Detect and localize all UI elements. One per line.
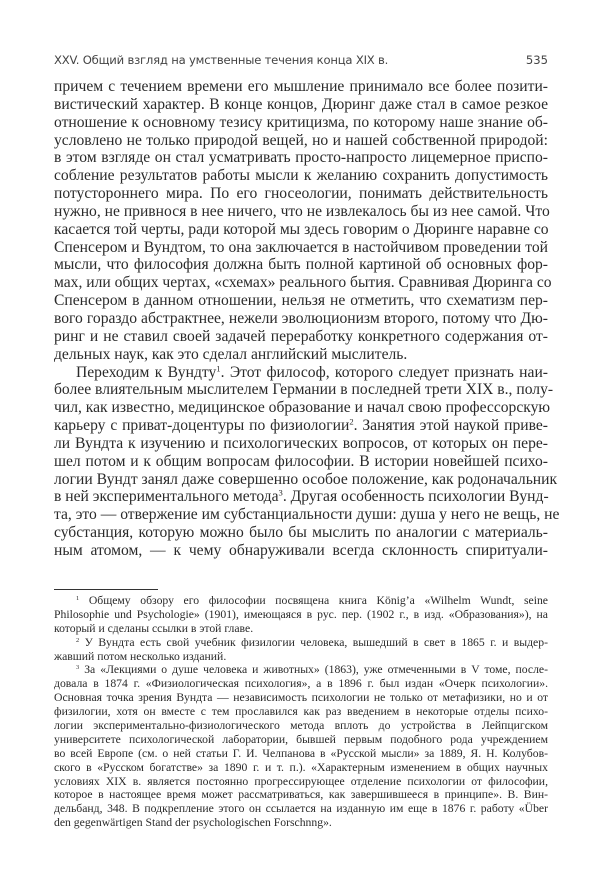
text-segment: в ней экспериментального метода — [54, 488, 279, 506]
footnote-line — [54, 816, 548, 830]
text-segment: чил, как известно, медицинское образование и начал свою профессорскую — [54, 399, 551, 417]
text-segment: ского в «Русском богатстве» за 1890 г. и т. п.). «Характерным изменением в общих научных — [54, 760, 548, 774]
text-line — [54, 399, 551, 417]
text-segment: карьеру с приват-доцентуры по физиологии — [54, 417, 350, 435]
footnote-line — [54, 705, 548, 719]
page-number: 535 — [525, 53, 548, 67]
text-segment: в этом взгляде он стал усматривать просто-напросто лицемерное приспо- — [54, 149, 548, 167]
text-segment: собление результатов работы мысли к желанию сохранить допустимость — [54, 167, 548, 185]
text-segment: Общему обзору его философии посвящена книга König’a «Wilhelm Wundt, seine — [79, 594, 548, 607]
text-segment: жавший потом несколько изданий. — [54, 649, 227, 663]
text-segment: физилогии, хотя он вместе с тем прославился как раз введением в некоторые отделы психо- — [54, 705, 548, 719]
footnote-ref: 1 — [216, 362, 221, 373]
footnote-line — [54, 691, 548, 705]
footnote-ref: 1 — [76, 594, 80, 602]
text-segment: касается той черты, ради которой мы здесь говорим о Дюринге наравне со — [54, 220, 549, 238]
footnote-line — [54, 747, 548, 761]
footnote-line — [54, 636, 548, 650]
text-line — [54, 132, 548, 150]
text-segment: отношение к основному тезису критицизма, по которому наше знание об- — [54, 113, 548, 131]
text-segment: мах, или общих чертах, «схемах» реального бытия. Сравнивая Дюринга со — [54, 274, 552, 292]
text-segment: вого гораздо абстрактнее, нежели эволюционизм второго, потому что Дю- — [54, 309, 548, 327]
text-segment: Спенсером и Вундтом, то она заключается в настойчивом проведении той — [54, 238, 548, 256]
text-segment: условлено не только природой вещей, но и нашей собственной природой: — [54, 131, 548, 149]
text-segment: У Вундта есть свой учебник физилогии человека, вышедший в свет в 1865 г. и выдер- — [79, 635, 548, 649]
text-line — [54, 149, 548, 167]
text-segment: довала в 1874 г. «Физиологическая психология», а в 1896 г. был издан «Очерк психологии». — [54, 677, 548, 691]
text-segment: . Занятия этой наукой приве- — [353, 417, 548, 435]
text-line — [54, 78, 548, 96]
text-line — [54, 381, 554, 399]
footnote-ref: 2 — [349, 416, 354, 427]
text-segment: нужно, не привнося в нее ничего, что не извлекалось бы из нее самой. Что — [54, 202, 550, 220]
text-line — [54, 114, 548, 132]
text-segment: . Этот философ, которого следует признать наи- — [220, 363, 548, 381]
running-title: XXV. Общий взгляд на умственные течения конца XIX в. — [54, 53, 389, 67]
text-segment: шел потом и к общим вопросам философии. В истории новейшей психо- — [54, 452, 548, 470]
footnote-line — [54, 622, 548, 636]
text-line — [54, 274, 552, 292]
footnote-ref: 2 — [76, 636, 80, 644]
text-segment: дельбанд, 348. В подкрепление этого он ссылается на изданную им еще в 1876 г. работу «Über — [54, 802, 548, 816]
text-segment: во всей Европе (см. о ней статьи Г. И. Челпанова в «Русской мысли» за 1889, Я. Н. Колубов- — [54, 746, 548, 760]
text-segment: потустороннего мира. По его гносеологии, понимать действительность — [54, 185, 548, 203]
footnote-line — [54, 677, 548, 691]
text-segment: ли Вундта к изучению и психологических вопросов, от которых он пере- — [54, 434, 548, 452]
text-line — [54, 167, 548, 185]
text-line — [54, 524, 548, 542]
text-line — [54, 488, 548, 506]
text-line — [54, 506, 560, 524]
text-segment: причем с течением времени его мышление принимало все более позити- — [54, 78, 548, 95]
footnote-line — [54, 650, 548, 664]
text-segment: мысли, что философия должна быть полной картиной об основных фор- — [54, 256, 548, 274]
text-segment: которое в настоящее время может рассматриваться, как завершившееся в принципе». В. Вин- — [54, 788, 548, 802]
text-segment: Philosophie und Psychologie» (1901), имеющаяся в рус. пер. (1902 г., в изд. «Образования»), на — [54, 607, 548, 621]
text-segment: условиях XIX в. является постоянно прогрессирующее отделение психологии от философии, — [54, 774, 548, 788]
main-text — [54, 78, 560, 560]
text-line — [54, 310, 548, 328]
text-line — [54, 292, 548, 310]
text-line — [54, 470, 558, 489]
text-line — [54, 346, 548, 364]
text-line — [54, 435, 548, 453]
text-segment: Спенсером в данном отношении, нельзя не отметить, что схематизм пер- — [54, 292, 548, 310]
text-segment: За «Лекциями о душе человека и животных» (1863), уже отмеченными в V томе, после- — [79, 663, 548, 677]
footnote-line — [54, 594, 548, 608]
text-segment: та, это — отвержение им субстанциальности души: душа у него не вещь, не — [54, 506, 560, 524]
footnote-line — [54, 663, 548, 677]
footnote-line — [54, 719, 548, 733]
text-line — [54, 96, 548, 114]
footnotes — [54, 594, 548, 830]
text-segment: . Другая особенность психологии Вунд- — [282, 488, 549, 506]
text-line — [54, 239, 548, 257]
text-segment: вистический характер. В конце концов, Дюринг даже стал в самое резкое — [54, 95, 548, 113]
text-segment: субстанция, которую можно было бы мыслить по аналогии с материаль- — [54, 524, 548, 542]
text-line — [54, 203, 548, 221]
footnote-line — [54, 608, 548, 622]
text-segment: Основная точка зрения Вундта — независимость психологии не только от метафизики, но и от — [54, 691, 548, 705]
footnote-line — [54, 802, 548, 816]
footnote-separator — [54, 589, 158, 590]
text-line — [54, 417, 548, 435]
text-segment: который и сделаны ссылки в этой главе. — [54, 621, 254, 635]
text-segment: логии Вундт занял даже совершенно особое положение, как родоначальник — [54, 470, 558, 488]
text-line — [54, 328, 548, 346]
text-segment: den gegenwärtigen Stand der psychologischen Forschnng». — [54, 816, 332, 830]
text-segment: университете психологической лаборатории, бывшей первым подобного рода учреждением — [54, 732, 548, 746]
text-segment: логии экспериментально-физиологического метода вплоть до устройства в Лейпцигском — [54, 719, 548, 733]
text-line — [54, 221, 548, 239]
footnote-line — [54, 775, 548, 789]
text-segment: дельных наук, как это сделал английский мыслитель. — [54, 345, 408, 363]
text-line — [54, 256, 548, 274]
footnote-line — [54, 761, 548, 775]
text-segment: ринг и не ставил своей задачей переработку конкретного содержания от- — [54, 327, 548, 345]
text-line — [54, 542, 548, 560]
text-line — [54, 453, 548, 471]
running-header — [54, 53, 548, 71]
text-segment: Переходим к Вундту — [76, 363, 217, 381]
text-segment: ным атомом, — к чему обнаруживали всегда склонность спиритуали- — [54, 541, 548, 559]
footnote-line — [54, 733, 548, 747]
footnote-line — [54, 788, 548, 802]
footnote-ref: 3 — [278, 487, 283, 498]
text-segment: более влиятельным мыслителем Германии в последней трети XIX в., полу- — [54, 381, 554, 399]
footnote-ref: 3 — [76, 664, 80, 672]
text-line — [54, 364, 548, 382]
text-line — [54, 185, 548, 203]
